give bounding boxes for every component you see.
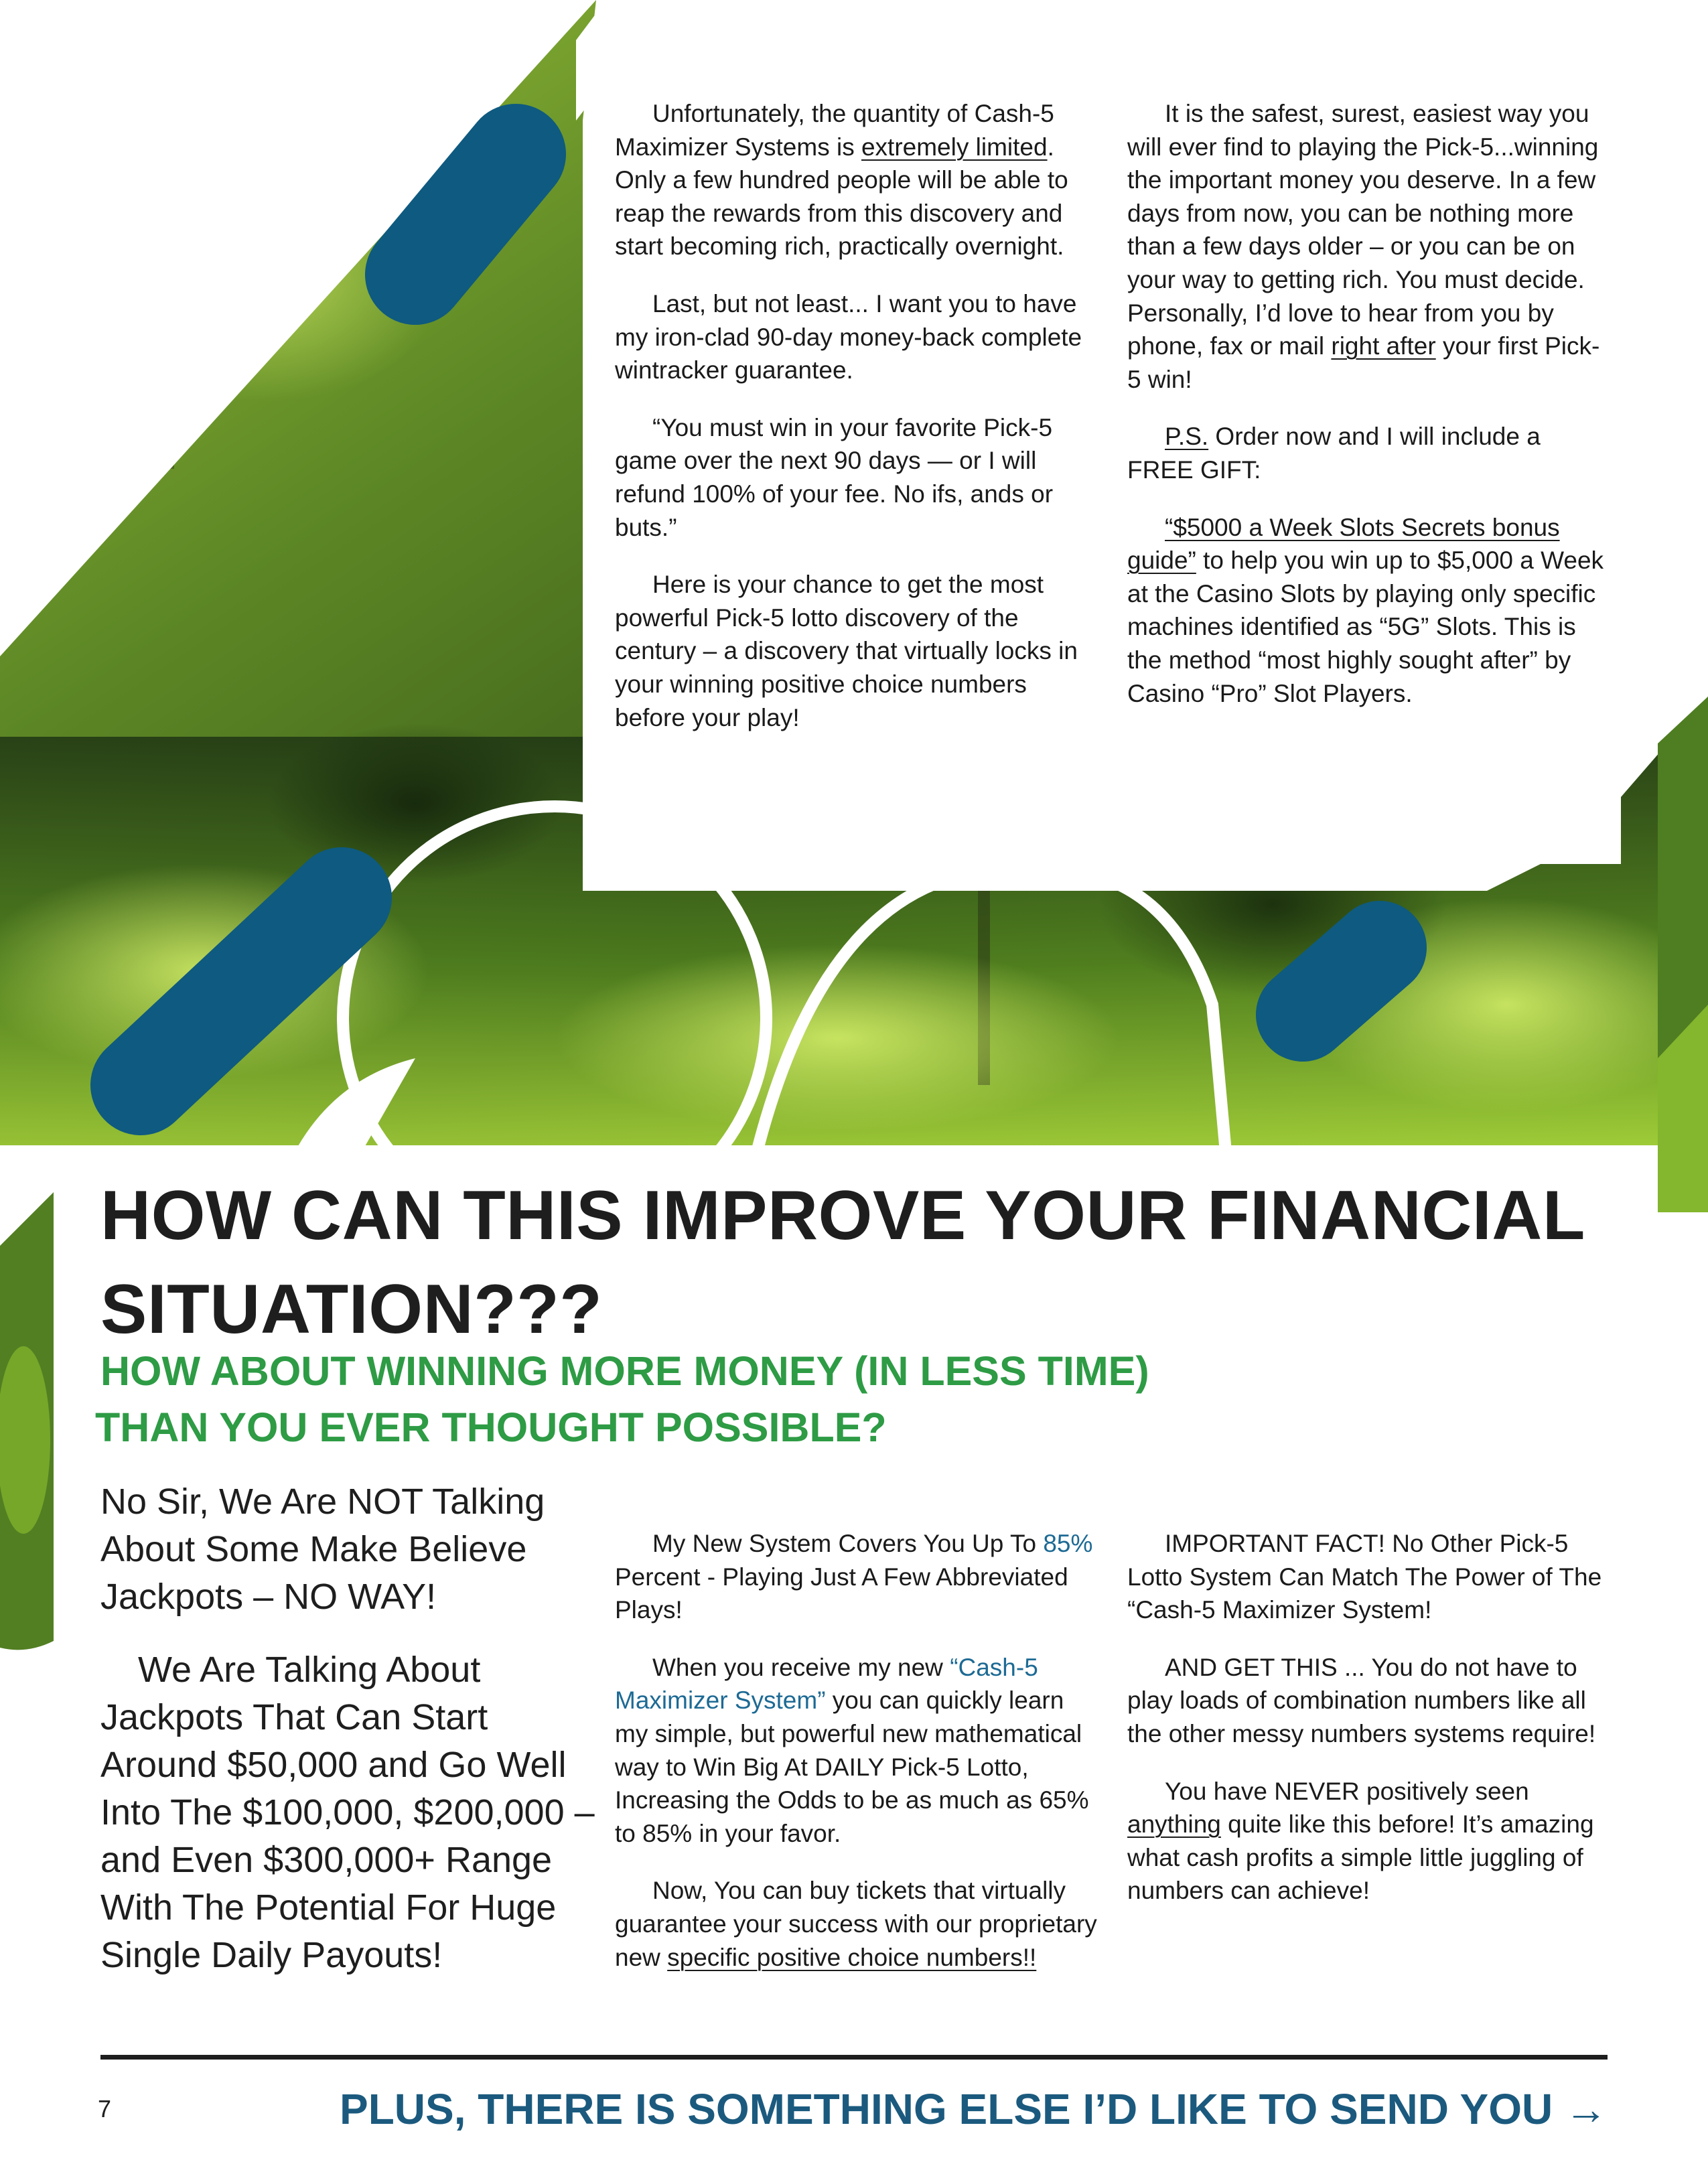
- main-headline: HOW CAN THIS IMPROVE YOUR FINANCIAL SITUATION???: [100, 1177, 1585, 1348]
- paragraph: When you receive my new “Cash-5 Maximizer System” you can quickly learn my simple, but powerful new mathematical way to Win Big At DAILY Pick-5 Lotto, Increasing the Odds to be as much as 65% to 85% in your favor.: [615, 1653, 1089, 1847]
- subheadline-line-1: HOW ABOUT WINNING MORE MONEY (IN LESS TIME): [100, 1348, 1149, 1394]
- bottom-middle-column: [615, 1527, 1097, 1974]
- top-left-column: [615, 97, 1097, 734]
- underlined-text: extremely limited: [861, 133, 1048, 161]
- page-number: 7: [98, 2095, 112, 2123]
- left-big-text-1: No Sir, We Are NOT Talking About Some Make Believe Jackpots – NO WAY!: [100, 1482, 545, 1617]
- underlined-text: P.S.: [1165, 423, 1209, 451]
- footer-divider: [100, 2055, 1608, 2060]
- highlight-text: 85%: [1043, 1530, 1093, 1557]
- paragraph: “You must win in your favorite Pick-5 game over the next 90 days — or I will refund 100% of your fee. No ifs, ands or buts.”: [615, 413, 1054, 541]
- paragraph: P.S. Order now and I will include a FREE GIFT:: [1127, 423, 1541, 484]
- paragraph: IMPORTANT FACT! No Other Pick-5 Lotto System Can Match The Power of The “Cash-5 Maximizer System!: [1127, 1530, 1602, 1624]
- next-page-call-to-action[interactable]: PLUS, THERE IS SOMETHING ELSE I’D LIKE TO SEND YOU →: [340, 2085, 1608, 2133]
- paragraph: Now, You can buy tickets that virtually guarantee your success with our proprietary new specific positive choice numbers!!: [615, 1877, 1097, 1971]
- paragraph: Last, but not least... I want you to have my iron-clad 90-day money-back complete wintracker guarantee.: [615, 289, 1082, 384]
- subheadline: [95, 1343, 1440, 1455]
- underlined-text: right after: [1331, 332, 1436, 360]
- top-right-column: [1127, 97, 1610, 710]
- paragraph: Here is your chance to get the most powerful Pick-5 lotto discovery of the century – a discovery that virtually locks in your winning positive choice numbers before your play!: [615, 571, 1078, 731]
- product-name-link: “Cash-5 Maximizer System”: [615, 1653, 1038, 1715]
- paragraph: AND GET THIS ... You do not have to play loads of combination numbers like all the other messy numbers systems require!: [1127, 1653, 1596, 1747]
- underlined-text: anything: [1127, 1810, 1221, 1839]
- paragraph: It is the safest, surest, easiest way you will ever find to playing the Pick-5...winning the important money you deserve. In a few days from now, you can be nothing more than a few days older – or you can be on your way to getting rich. You must decide. Personally, I’d love to hear from you by phone, fax or mail right after your first Pick-5 win!: [1127, 100, 1600, 393]
- paragraph: Unfortunately, the quantity of Cash-5 Maximizer Systems is extremely limited. Only a few hundred people will be able to reap the rewards from this discovery and start becoming rich, practically overnight.: [615, 100, 1068, 261]
- left-big-text-2: We Are Talking About Jackpots That Can Start Around $50,000 and Go Well Into The $100,000, $200,000 – and Even $300,000+ Range With The Potential For Huge Single Daily Payouts!: [100, 1650, 595, 1975]
- underlined-text: specific positive choice numbers!!: [667, 1943, 1037, 1971]
- paragraph: My New System Covers You Up To 85% Percent - Playing Just A Few Abbreviated Plays!: [615, 1530, 1093, 1624]
- gift-link: “$5000 a Week Slots Secrets bonus guide”: [1127, 513, 1560, 575]
- subheadline-line-2: THAN YOU EVER THOUGHT POSSIBLE?: [95, 1405, 887, 1450]
- paragraph: You have NEVER positively seen anything quite like this before! It’s amazing what cash profits a simple little juggling of numbers can achieve!: [1127, 1777, 1594, 1905]
- bottom-right-column: [1127, 1527, 1610, 1908]
- paragraph: “$5000 a Week Slots Secrets bonus guide” to help you win up to $5,000 a Week at the Casino Slots by playing only specific machines identified as “5G” Slots. This is the method “most highly sought after” by Casino “Pro” Slot Players.: [1127, 513, 1604, 707]
